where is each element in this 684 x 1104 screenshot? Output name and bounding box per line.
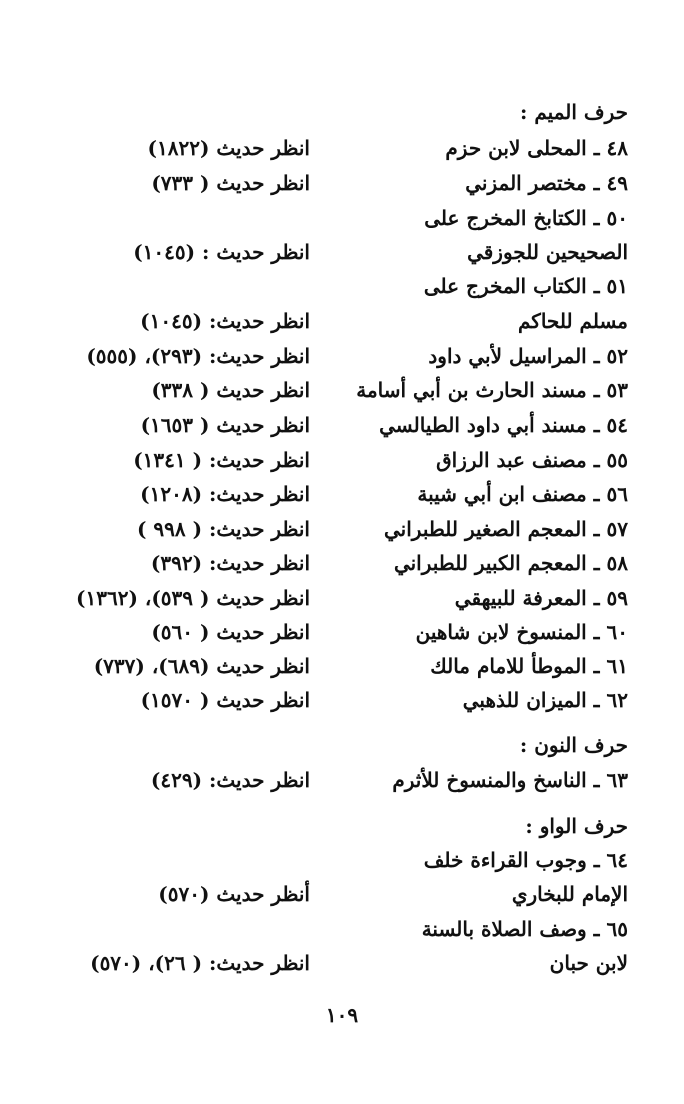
entry-reference: انظر حديث: (٤٢٩) (150, 768, 310, 792)
index-entry-58 (48, 548, 628, 578)
index-entry-52 (48, 341, 628, 371)
section-heading-waw (48, 811, 628, 841)
index-entry-64-cont (48, 879, 628, 909)
entry-reference: أنظر حديث (٥٧٠) (158, 882, 310, 906)
index-entry-55 (48, 445, 628, 475)
section-heading-text: حرف الميم : (520, 100, 628, 124)
entry-reference: انظر حديث: (٢٩٣)، (٥٥٥) (86, 344, 310, 368)
index-entry-49 (48, 168, 628, 198)
index-entry-53 (48, 375, 628, 405)
entry-title: ٥٨ ـ المعجم الكبير للطبراني (393, 551, 628, 575)
entry-title: ٥٧ ـ المعجم الصغير للطبراني (384, 517, 628, 541)
index-entry-51 (48, 271, 628, 301)
entry-title: ٥٢ ـ المراسيل لأبي داود (428, 344, 628, 368)
index-entry-54 (48, 410, 628, 440)
entry-reference: انظر حديث: ( ٩٩٨ ) (136, 517, 310, 541)
entry-reference: انظر حديث ( ١٦٥٣) (140, 413, 310, 437)
entry-title: ٥٦ ـ مصنف ابن أبي شيبة (417, 482, 628, 506)
entry-title: ٥٩ ـ المعرفة للبيهقي (454, 586, 628, 610)
entry-title: ٦١ ـ الموطأ للامام مالك (430, 654, 628, 678)
entry-reference: انظر حديث ( ٧٣٣) (151, 171, 310, 195)
entry-title: ٥٠ ـ الكتابخ المخرج على (424, 206, 628, 230)
entry-title: ٦٤ ـ وجوب القراءة خلف (423, 848, 628, 872)
entry-title: ٦٢ ـ الميزان للذهبي (462, 688, 628, 712)
entry-title: ٥١ ـ الكتاب المخرج على (423, 274, 628, 298)
section-heading-text: حرف الواو : (525, 814, 628, 838)
index-entry-65 (48, 914, 628, 944)
entry-reference: انظر حديث: (١٢٠٨) (140, 482, 310, 506)
entry-reference: انظر حديث: ( ٢٦)، (٥٧٠) (90, 951, 310, 975)
entry-reference: انظر حديث ( ٣٣٨) (151, 378, 310, 402)
section-heading-noon (48, 730, 628, 760)
entry-title: مسلم للحاكم (518, 309, 628, 333)
entry-reference: انظر حديث : (١٠٤٥) (133, 240, 310, 264)
entry-reference: انظر حديث: (١٠٤٥) (140, 309, 310, 333)
section-heading-meem (48, 97, 628, 127)
entry-reference: انظر حديث ( ٥٦٠) (151, 620, 310, 644)
entry-title: ٥٥ ـ مصنف عبد الرزاق (436, 448, 628, 472)
entry-reference: انظر حديث ( ١٥٧٠) (140, 688, 310, 712)
entry-title: ٦٠ ـ المنسوخ لابن شاهين (415, 620, 628, 644)
entry-title: الصحيحين للجوزقي (467, 240, 628, 264)
index-entry-59 (48, 583, 628, 613)
entry-title: لابن حبان (549, 951, 628, 975)
entry-title: ٦٣ ـ الناسخ والمنسوخ للأثرم (392, 768, 628, 792)
index-entry-61 (48, 651, 628, 681)
index-entry-48 (48, 133, 628, 163)
index-entry-62 (48, 685, 628, 715)
entry-reference: انظر حديث: ( ١٣٤١) (133, 448, 310, 472)
page-number: ١٠٩ (325, 1003, 359, 1027)
index-entry-60 (48, 617, 628, 647)
entry-reference: انظر حديث ( ٥٣٩)، (١٣٦٢) (76, 586, 310, 610)
entry-reference: انظر حديث: (٣٩٢) (150, 551, 310, 575)
index-entry-50 (48, 203, 628, 233)
section-heading-text: حرف النون : (519, 733, 628, 757)
entry-title: ٥٣ ـ مسند الحارث بن أبي أسامة (356, 378, 628, 402)
entry-reference: انظر حديث (٦٨٩)، (٧٣٧) (93, 654, 310, 678)
entry-title: ٦٥ ـ وصف الصلاة بالسنة (421, 917, 628, 941)
entry-title: ٤٩ ـ مختصر المزني (465, 171, 628, 195)
index-entry-63 (48, 765, 628, 795)
index-entry-50-cont (48, 237, 628, 267)
entry-reference: انظر حديث (١٨٢٢) (147, 136, 310, 160)
index-entry-65-cont (48, 948, 628, 978)
index-entry-57 (48, 514, 628, 544)
index-entry-51-cont (48, 306, 628, 336)
index-entry-64 (48, 845, 628, 875)
index-entry-56 (48, 479, 628, 509)
entry-title: ٤٨ ـ المحلى لابن حزم (445, 136, 628, 160)
entry-title: ٥٤ ـ مسند أبي داود الطيالسي (379, 413, 628, 437)
entry-title: الإمام للبخاري (511, 882, 628, 906)
